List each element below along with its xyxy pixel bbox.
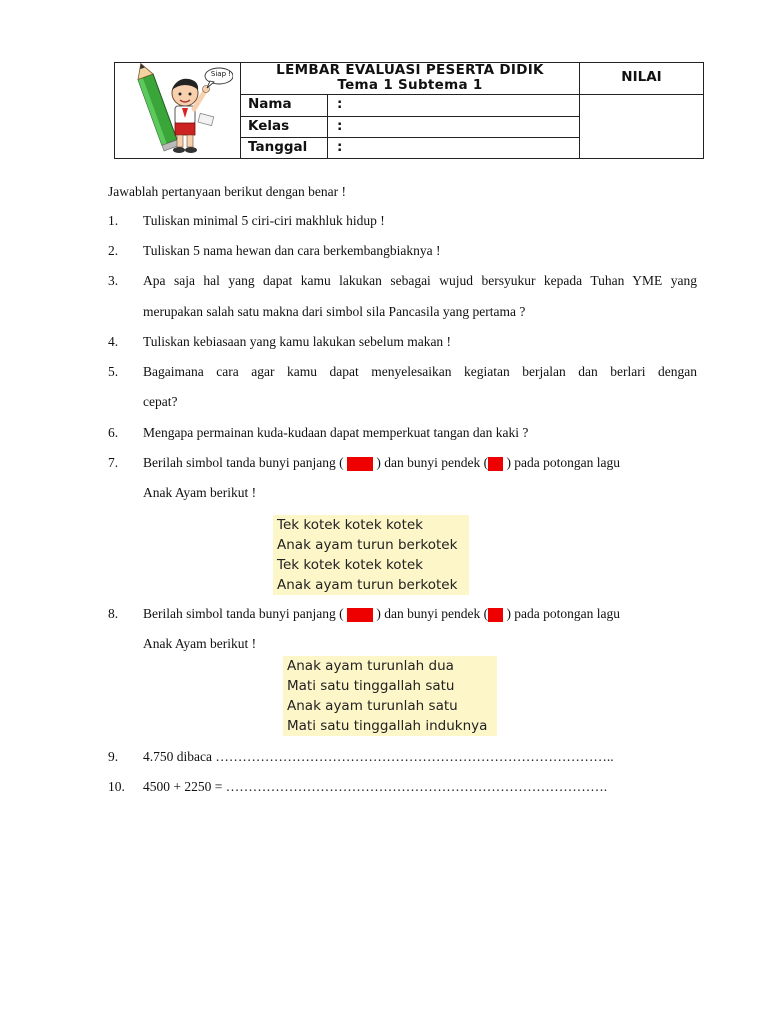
date-field: : xyxy=(337,139,343,155)
question-text xyxy=(143,455,697,471)
question-number: 4. xyxy=(108,334,119,349)
song-line: Anak ayam turun berkotek xyxy=(277,577,458,593)
divider xyxy=(240,137,579,138)
question-number: 3. xyxy=(108,273,119,288)
question-number: 9. xyxy=(108,749,119,764)
divider xyxy=(579,94,703,95)
name-field: : xyxy=(337,96,343,112)
header-table xyxy=(114,62,704,159)
class-field: : xyxy=(337,118,343,134)
song-line: Mati satu tinggallah induknya xyxy=(287,718,488,734)
divider xyxy=(327,94,328,158)
question-text: 4.750 dibaca …………………………………………………………………………….. xyxy=(143,749,614,764)
question-text: Mengapa permainan kuda-kudaan dapat memperkuat tangan dan kaki ? xyxy=(143,425,529,440)
song-line: Anak ayam turunlah dua xyxy=(287,658,454,674)
question-text: Apa saja hal yang dapat kamu lakukan sebagai wujud bersyukur kepada Tuhan YME yang xyxy=(143,273,697,288)
long-sound-symbol xyxy=(347,608,373,622)
question-text: cepat? xyxy=(143,394,178,409)
question-text: 4500 + 2250 = …………………………………………………………………………. xyxy=(143,779,608,794)
short-sound-symbol xyxy=(488,608,503,622)
page-title: LEMBAR EVALUASI PESERTA DIDIK xyxy=(276,62,544,78)
question-text-part: ) dan bunyi pendek ( xyxy=(376,455,489,470)
question-number: 10. xyxy=(108,779,125,794)
divider xyxy=(240,116,579,117)
question-number: 7. xyxy=(108,455,119,470)
question-text: merupakan salah satu makna dari simbol sila Pancasila yang pertama ? xyxy=(143,304,526,319)
instructions: Jawablah pertanyaan berikut dengan benar ! xyxy=(108,184,347,199)
question-text-part: Berilah simbol tanda bunyi panjang ( xyxy=(143,606,344,621)
question-text: Anak Ayam berikut ! xyxy=(143,485,257,500)
short-sound-symbol xyxy=(488,457,503,471)
divider xyxy=(240,94,579,95)
question-number: 5. xyxy=(108,364,119,379)
song-line: Tek kotek kotek kotek xyxy=(277,557,423,573)
mascot-speech: Siap ! xyxy=(210,70,232,78)
song-line: Anak ayam turun berkotek xyxy=(277,537,458,553)
question-text-part: ) pada potongan lagu xyxy=(506,606,621,621)
question-text: Anak Ayam berikut ! xyxy=(143,636,257,651)
class-label: Kelas xyxy=(248,118,290,134)
song-line: Mati satu tinggallah satu xyxy=(287,678,455,694)
question-text xyxy=(143,606,697,622)
song-excerpt xyxy=(273,515,469,595)
question-number: 1. xyxy=(108,213,119,228)
page-subtitle: Tema 1 Subtema 1 xyxy=(337,77,483,93)
song-line: Anak ayam turunlah satu xyxy=(287,698,458,714)
question-number: 6. xyxy=(108,425,119,440)
question-text-part: Berilah simbol tanda bunyi panjang ( xyxy=(143,455,344,470)
question-text: Tuliskan 5 nama hewan dan cara berkembangbiaknya ! xyxy=(143,243,441,258)
question-text: Tuliskan minimal 5 ciri-ciri makhluk hidup ! xyxy=(143,213,385,228)
name-label: Nama xyxy=(248,96,292,112)
question-text: Tuliskan kebiasaan yang kamu lakukan sebelum makan ! xyxy=(143,334,452,349)
score-label: NILAI xyxy=(621,69,662,85)
question-text: Bagaimana cara agar kamu dapat menyelesaikan kegiatan berjalan dan berlari dengan xyxy=(143,364,697,379)
song-excerpt xyxy=(283,656,497,736)
song-line: Tek kotek kotek kotek xyxy=(277,517,423,533)
long-sound-symbol xyxy=(347,457,373,471)
question-text-part: ) dan bunyi pendek ( xyxy=(376,606,489,621)
date-label: Tanggal xyxy=(248,139,308,155)
question-text-part: ) pada potongan lagu xyxy=(506,455,621,470)
question-number: 2. xyxy=(108,243,119,258)
question-number: 8. xyxy=(108,606,119,621)
